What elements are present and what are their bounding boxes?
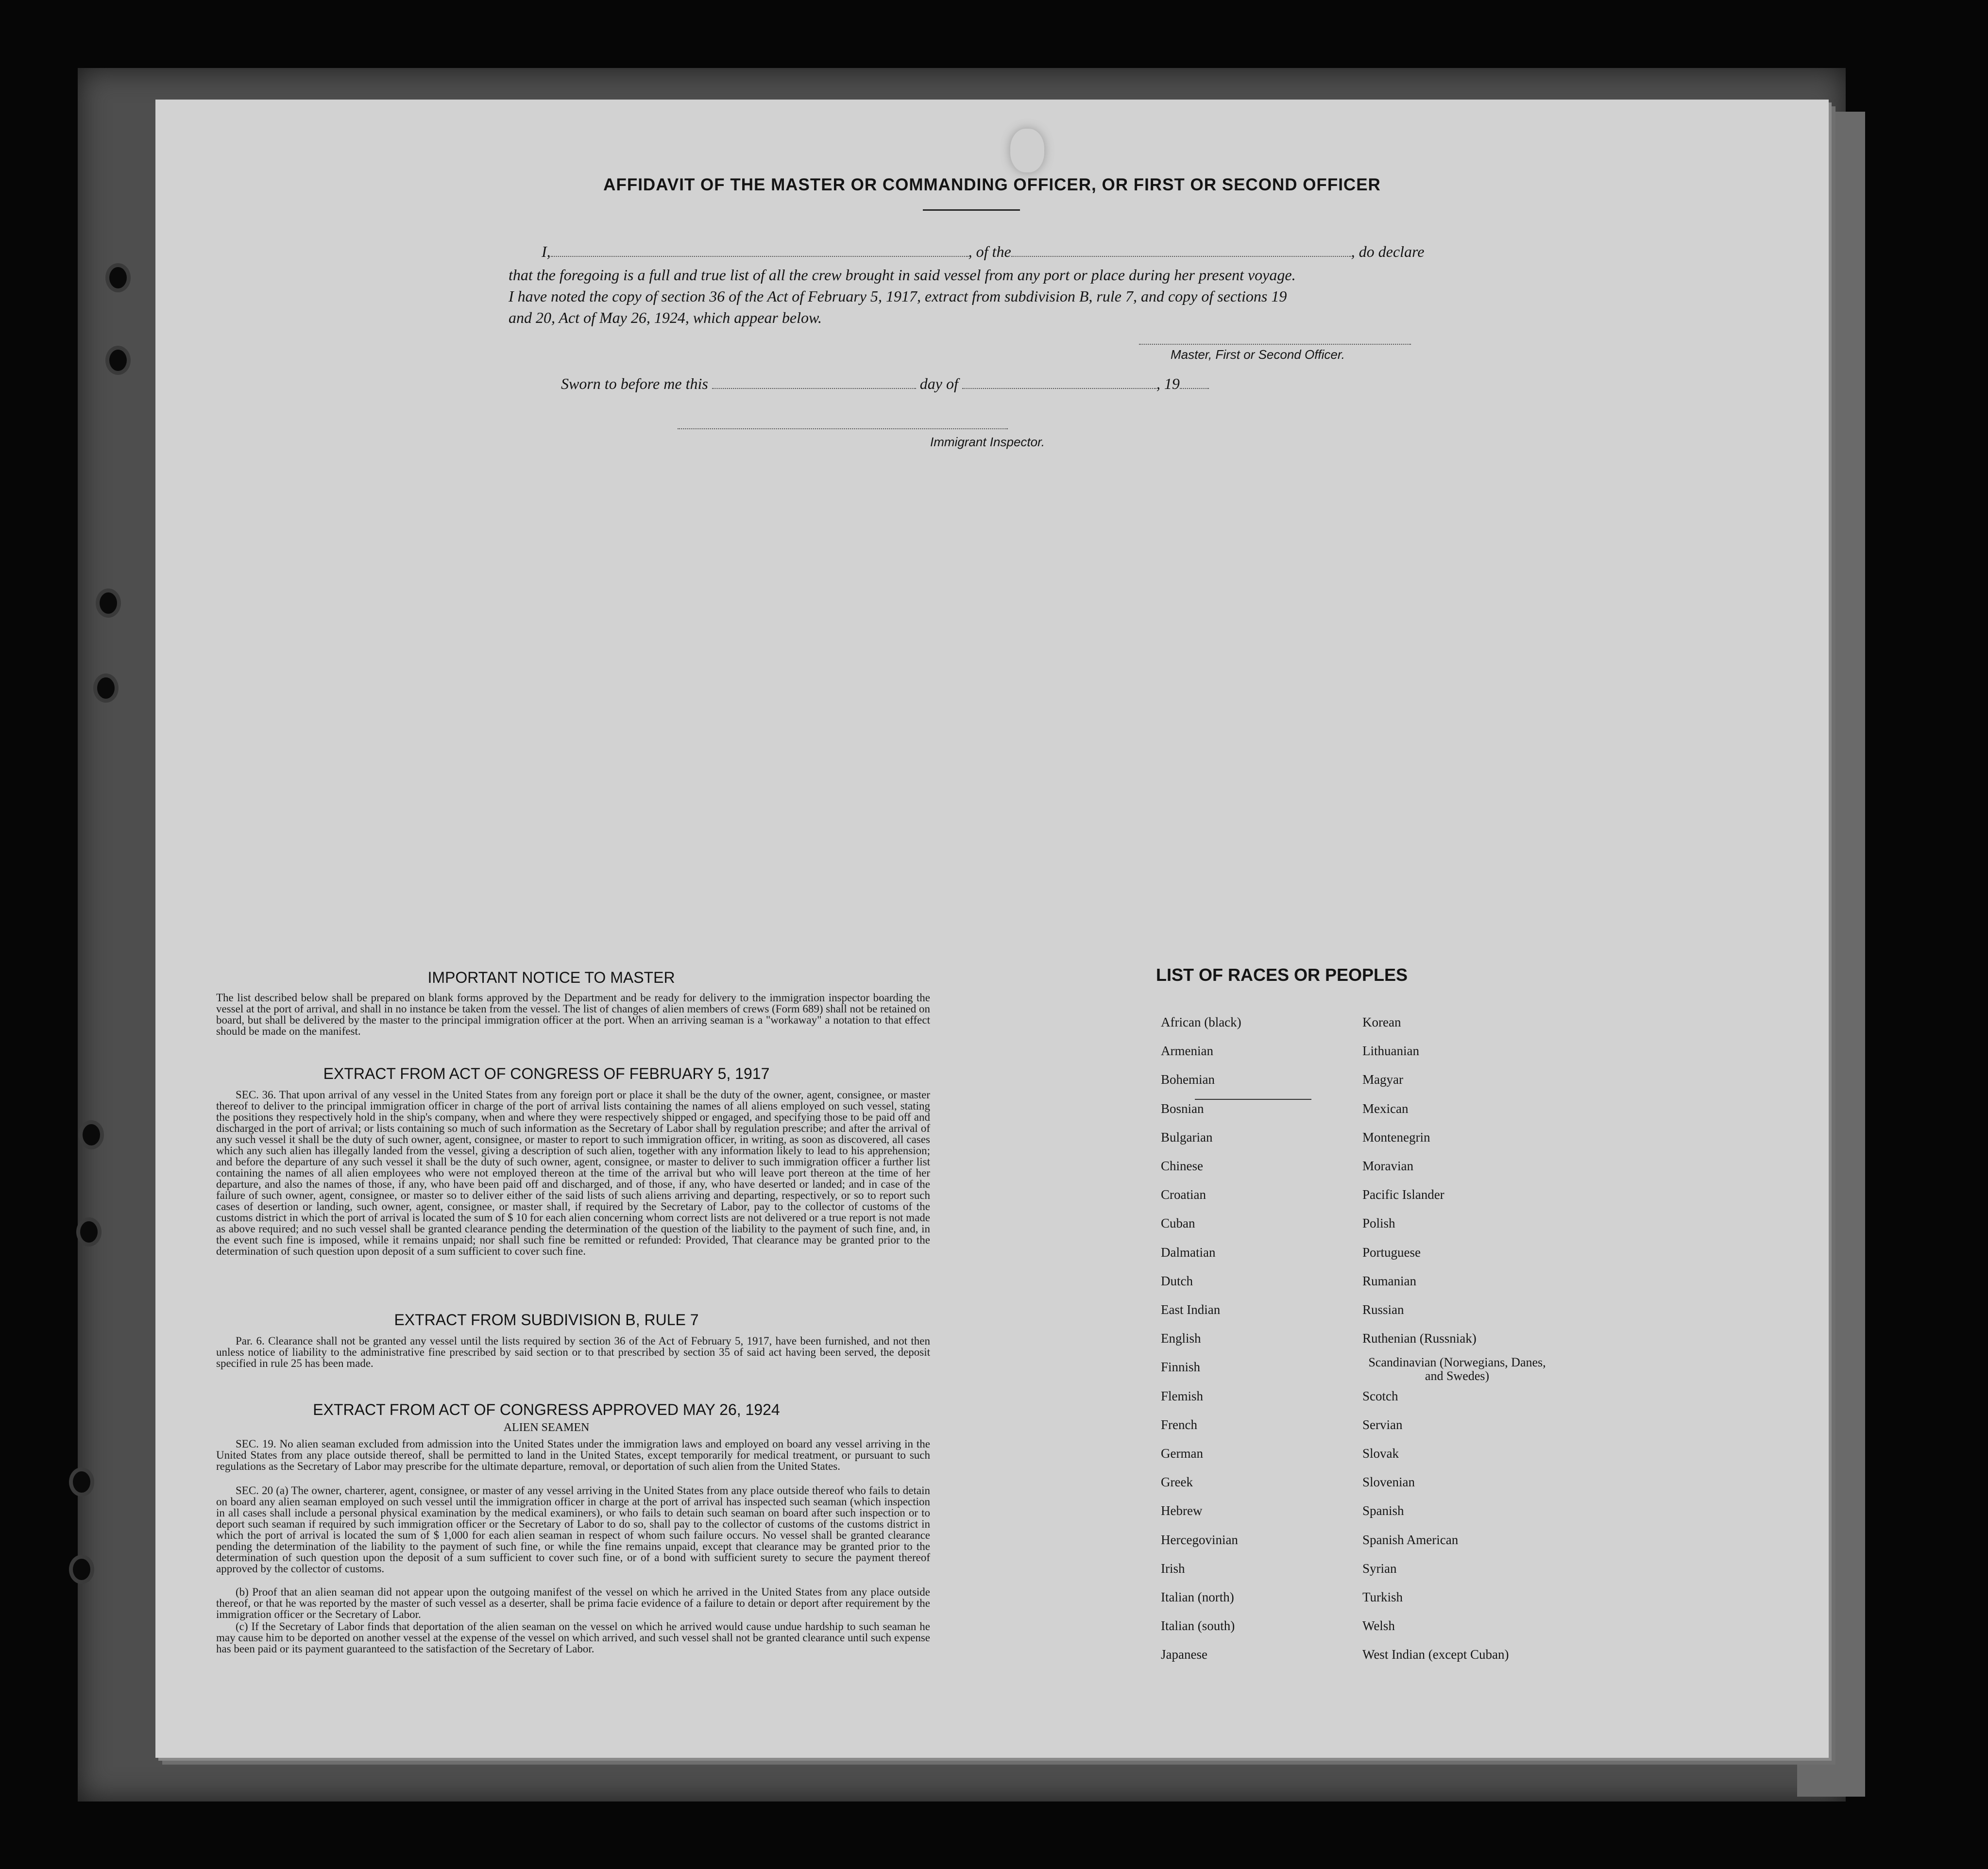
race-item: Syrian [1362,1561,1397,1576]
binder-hole [100,592,117,614]
binder-hole [97,677,115,699]
affidavit-title: AFFIDAVIT OF THE MASTER OR COMMANDING OFFICER, OR FIRST OR SECOND OFFICER [603,175,1381,194]
title-rule [923,209,1020,211]
race-item: Montenegrin [1362,1130,1430,1145]
day-of-label: day of [919,375,958,392]
binder-hole [73,1471,90,1493]
paper-smudge [1010,129,1044,172]
race-item: Scandinavian (Norwegians, Danes, and Swedes) [1368,1355,1546,1383]
race-item: East Indian [1161,1302,1221,1317]
race-item: Turkish [1362,1590,1403,1604]
race-item: Moravian [1362,1159,1413,1173]
race-item: Mexican [1362,1101,1409,1116]
race-item: Cuban [1161,1216,1195,1230]
notice-text: The list described below shall be prepared on blank forms approved by the Department and be ready for delivery to the immigration inspector boarding the vessel at the port of arrival, and shall in no instance be taken from the vessel. The list of changes of alien members of crews (Form 689) shall not be retained on board, but shall be delivered by the master to the principal immigration officer at the port. When an arriving seaman is a "workaway" a notation to that effect should be made on the manifest. [216,992,930,1037]
race-item: Russian [1362,1302,1404,1317]
race-item: Bulgarian [1161,1130,1213,1145]
vessel-name-field[interactable] [1011,256,1351,257]
race-item: Chinese [1161,1159,1203,1173]
do-declare-label: , do declare [1351,243,1425,260]
race-item: Italian (north) [1161,1590,1234,1604]
races-rule [1195,1099,1311,1100]
race-item: Flemish [1161,1389,1204,1403]
race-item: Rumanian [1362,1274,1416,1288]
sworn-line [561,375,1209,393]
declaration-text-1: that the foregoing is a full and true list of all the crew brought in said vessel from any port or place during her present voyage. [509,266,1296,284]
race-item: German [1161,1446,1203,1461]
race-item: African (black) [1161,1015,1241,1029]
sec19-text: SEC. 19. No alien seaman excluded from admission into the United States under the immigration laws and employed on board any vessel arriving in the United States from any place outside thereof, shall be permitted to land in the United States, except temporarily for medical treatment, or pursuant to such regulations as the Secretary of Labor may prescribe for the ultimate departure, removal, or deportation of such alien from the United States. [216,1438,930,1472]
sworn-label: Sworn to before me this [561,375,708,392]
binder-hole [83,1124,100,1145]
declarant-prefix: I, [542,243,551,260]
sec20b-text: (b) Proof that an alien seaman did not appear upon the outgoing manifest of the vessel on which he arrived in the United States from any place outside thereof, or that he was reported by the master of such vessel as a deserter, shall be prima facie evidence of a failure to detain or deport after requirement by the immigration officer or the Secretary of Labor. [216,1586,930,1620]
race-item: Portuguese [1362,1245,1421,1260]
binder-hole [80,1221,98,1243]
inspector-caption: Immigrant Inspector. [930,435,1045,449]
race-item: Polish [1362,1216,1395,1230]
race-item: Hercegovinian [1161,1532,1238,1547]
sec20c-text: (c) If the Secretary of Labor finds that deportation of the alien seaman on the vessel on which he arrived would cause undue hardship to such seaman he may cause him to be deported on another vessel at the expense of the vessel on which arrived, and such vessel shall not be granted clearance until such expense has been paid or its payment guaranteed to the satisfaction of the Secretary of Labor. [216,1620,930,1655]
race-item: Slovak [1362,1446,1399,1461]
race-item: Pacific Islander [1362,1187,1444,1202]
race-item: Slovenian [1362,1475,1415,1489]
race-item: Spanish [1362,1503,1404,1518]
extract-1924-heading: EXTRACT FROM ACT OF CONGRESS APPROVED MAY 26, 1924 [313,1401,780,1418]
race-item: Bosnian [1161,1101,1204,1116]
race-item: Dalmatian [1161,1245,1216,1260]
master-signature-field[interactable] [1139,344,1411,345]
form-sheet [155,100,1829,1758]
race-item: Servian [1362,1417,1403,1432]
of-the-label: , of the [968,243,1011,260]
declaration-text-3: and 20, Act of May 26, 1924, which appear below. [509,309,822,326]
binder-hole [73,1559,90,1580]
race-item: Japanese [1161,1647,1207,1662]
race-item: Italian (south) [1161,1618,1235,1633]
race-item: Croatian [1161,1187,1206,1202]
race-item: Scotch [1362,1389,1398,1403]
declaration-line [542,243,1424,261]
race-item: Dutch [1161,1274,1193,1288]
notice-heading: IMPORTANT NOTICE TO MASTER [427,969,675,986]
declarant-name-field[interactable] [551,256,969,257]
inspector-signature-field[interactable] [678,428,1008,429]
sworn-day-field[interactable] [712,388,916,389]
alien-seamen-subheading: ALIEN SEAMEN [503,1421,590,1434]
rule7-heading: EXTRACT FROM SUBDIVISION B, RULE 7 [394,1311,699,1329]
race-item: Hebrew [1161,1503,1203,1518]
year-label: , 19 [1156,375,1180,392]
binder-hole [109,350,127,371]
declaration-text-2: I have noted the copy of section 36 of the Act of February 5, 1917, extract from subdivision B, rule 7, and copy of sections 19 [509,287,1287,305]
race-item: Armenian [1161,1044,1213,1058]
extract-1917-text: SEC. 36. That upon arrival of any vessel in the United States from any foreign port or place it shall be the duty of the owner, agent, consignee, or master thereof to deliver to the principal immigration officer in charge of the port of arrival lists containing the names of all aliens employed on such vessel, stating the positions they respectively hold in the ship's company, when and where they were respectively shipped or engaged, and specifying those to be paid off and discharged in the port of arrival; or lists containing so much of such information as the Secretary of Labor shall by regulation prescribe; and after the arrival of any such vessel it shall be the duty of such owner, agent, consignee, or master to report to such immigration officer, in writing, as soon as discovered, all cases which any such alien has illegally landed from the vessel, giving a description of such alien, together with any information likely to lead to his apprehension; and before the departure of any such vessel it shall be the duty of such owner, agent, consignee, or master to deliver to such immigration officer a further list containing the names of all alien employees who were not employed thereon at the time of the arrival but who will leave port thereon at the time of her departure, and also the names of those, if any, who have been paid off and discharged, and of those, if any, who have deserted or landed; and in case of the failure of such owner, agent, consignee, or master so to deliver either of the said lists of such aliens arriving and departing, respectively, or so to report such cases of desertion or landing, such owner, agent, consignee, or master shall, if required by the Secretary of Labor, pay to the collector of customs of the customs district in which the port of arrival is located the sum of $ 10 for each alien concerning whom correct lists are not delivered or a true report is not made as above required; and no such vessel shall be granted clearance pending the determination of the question of the liability to the payment of such fine, and, in the event such fine is imposed, while it remains unpaid; nor shall such fine be remitted or refunded: Provided, That clearance may be granted prior to the determination of such question upon deposit of a sum sufficient to cover such fine. [216,1089,930,1257]
races-heading: LIST OF RACES OR PEOPLES [1156,965,1408,985]
master-caption: Master, First or Second Officer. [1171,347,1345,362]
race-item: Bohemian [1161,1072,1215,1087]
race-item: Magyar [1362,1072,1403,1087]
race-item: English [1161,1331,1201,1346]
race-item: Greek [1161,1475,1193,1489]
sworn-month-field[interactable] [962,388,1156,389]
race-item: Welsh [1362,1618,1395,1633]
rule7-text: Par. 6. Clearance shall not be granted any vessel until the lists required by section 36 of the Act of February 5, 1917, have been furnished, and not then unless notice of liability to the administrative fine prescribed by said section or to that prescribed by section 35 of said act having been served, the deposit specified in rule 25 has been made. [216,1335,930,1369]
race-item: French [1161,1417,1197,1432]
binder-hole [109,267,127,288]
race-item: Ruthenian (Russniak) [1362,1331,1477,1346]
race-item: Spanish American [1362,1532,1459,1547]
race-item: Finnish [1161,1360,1201,1374]
race-item: Irish [1161,1561,1185,1576]
extract-1917-heading: EXTRACT FROM ACT OF CONGRESS OF FEBRUARY 5, 1917 [323,1065,770,1082]
race-item: West Indian (except Cuban) [1362,1647,1509,1662]
race-item: Lithuanian [1362,1044,1419,1058]
sec20a-text: SEC. 20 (a) The owner, charterer, agent, consignee, or master of any vessel arriving in the United States from any place outside thereof who fails to detain on board any alien seaman employed on such vessel until the immigration officer in charge at the port of arrival has inspected such seaman (which inspection in all cases shall include a personal physical examination by the medical examiners), or who fails to detain such seaman on board after such inspection or to deport such seaman if required by such immigration officer or the Secretary of Labor to do so, shall pay to the collector of customs of the customs district in which the port of arrival is located the sum of $ 1,000 for each alien seaman in respect of whom such failure occurs. No vessel shall be granted clearance pending the determination of the liability to the payment of such fine, or while the fine remains unpaid, except that clearance may be granted prior to the determination of such question upon the deposit of a sum sufficient to cover such fine, or of a bond with sufficient surety to secure the payment thereof approved by the collector of customs. [216,1484,930,1575]
race-item: Korean [1362,1015,1401,1029]
sworn-year-field[interactable] [1180,388,1209,389]
